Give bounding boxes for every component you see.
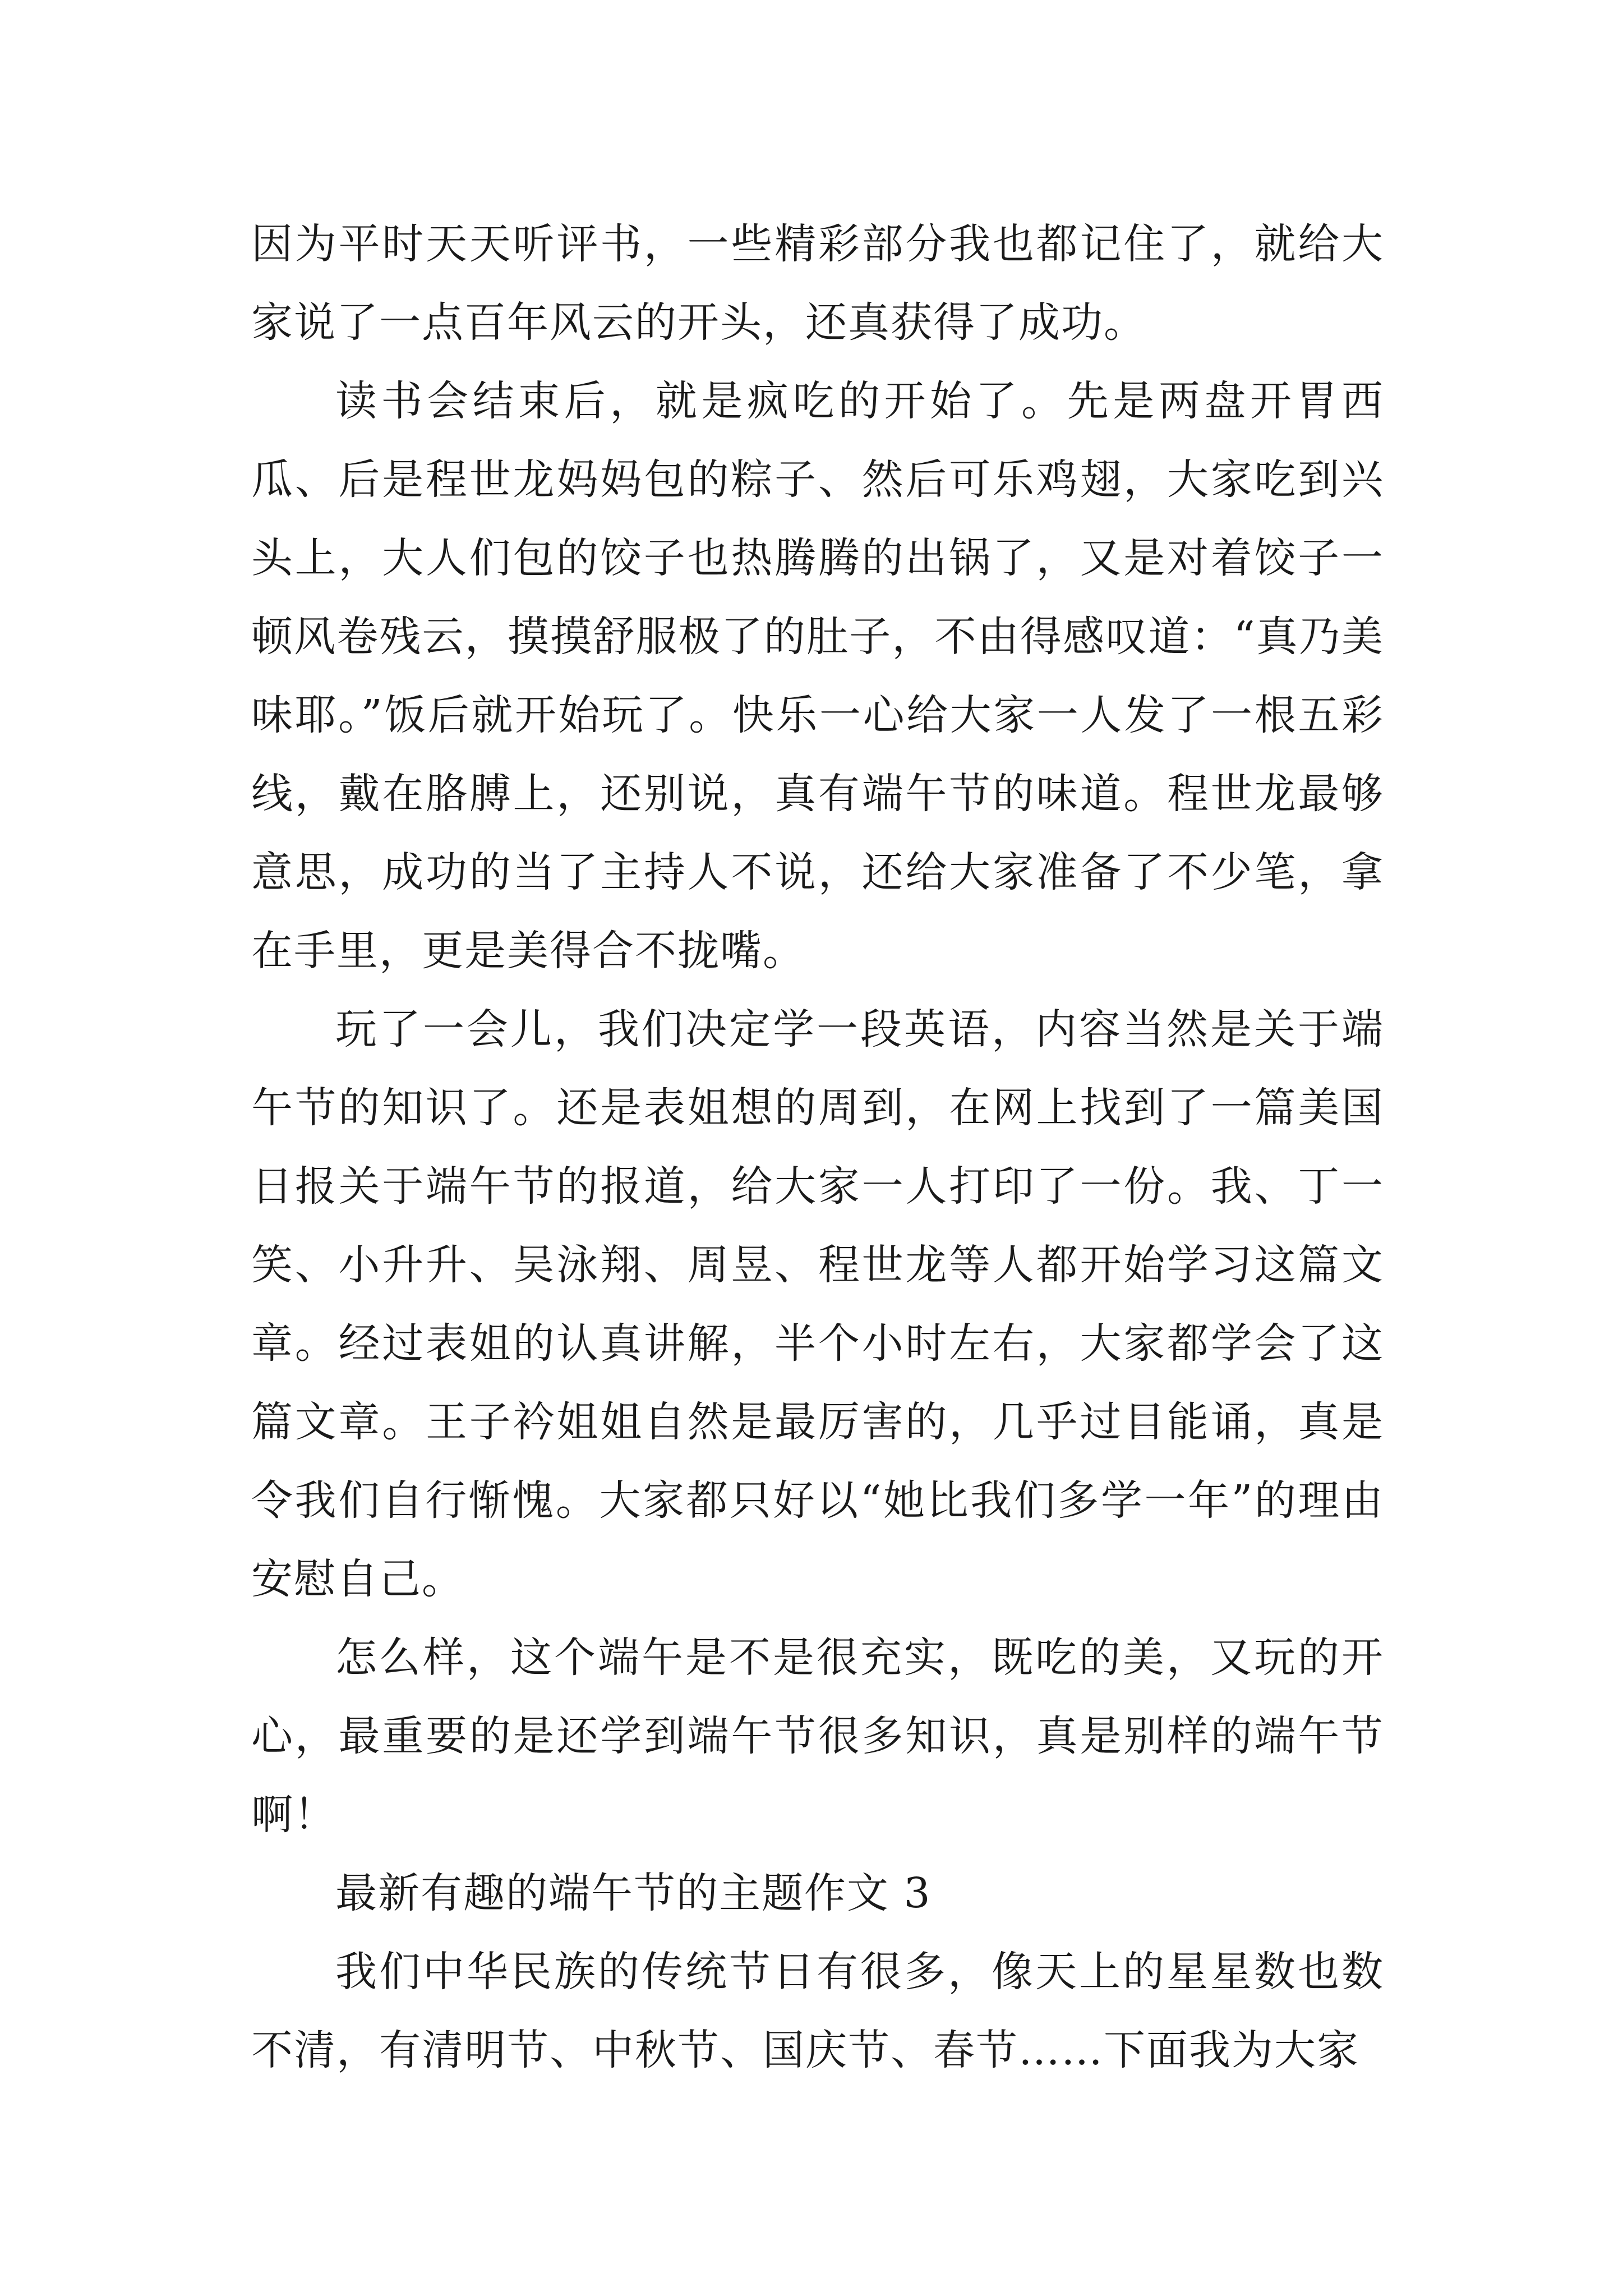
body-text	[251, 205, 1384, 2090]
paragraph-4: 怎么样，这个端午是不是很充实，既吃的美，又玩的开心，最重要的是还学到端午节很多知识，真是别样的端午节啊！	[251, 1634, 1384, 1839]
paragraph-3: 玩了一会儿，我们决定学一段英语，内容当然是关于端午节的知识了。还是表姐想的周到，在网上找到了一篇美国日报关于端午节的报道，给大家一人打印了一份。我、丁一笑、小升升、吴泳翔、周昱、程世龙等人都开始学习这篇文章。经过表姐的认真讲解，半个小时左右，大家都学会了这篇文章。王子衿姐姐自然是最厉害的，几乎过目能诵，真是令我们自行惭愧。大家都只好以“她比我们多学一年”的理由安慰自己。	[251, 1005, 1384, 1603]
paragraph-2: 读书会结束后，就是疯吃的开始了。先是两盘开胃西瓜、后是程世龙妈妈包的粽子、然后可乐鸡翅，大家吃到兴头上，大人们包的饺子也热腾腾的出锅了，又是对着饺子一顿风卷残云，摸摸舒服极了的肚子，不由得感叹道：“真乃美味耶。”饭后就开始玩了。快乐一心给大家一人发了一根五彩线，戴在胳膊上，还别说，真有端午节的味道。程世龙最够意思，成功的当了主持人不说，还给大家准备了不少笔，拿在手里，更是美得合不拢嘴。	[251, 377, 1384, 975]
paragraph-1: 因为平时天天听评书，一些精彩部分我也都记住了，就给大家说了一点百年风云的开头，还真获得了成功。	[251, 220, 1384, 347]
paragraph-5: 我们中华民族的传统节日有很多，像天上的星星数也数不清，有清明节、中秋节、国庆节、春节……下面我为大家	[251, 1948, 1384, 2074]
section-heading: 最新有趣的端午节的主题作文 3	[335, 1869, 932, 1917]
